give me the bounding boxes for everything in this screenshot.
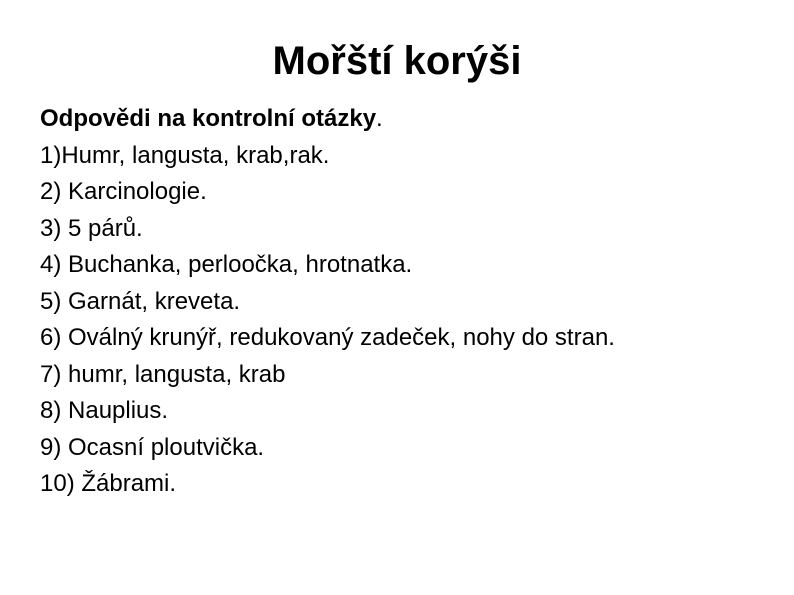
- answers-heading: [40, 101, 780, 138]
- answer-item-7: 7) humr, langusta, krab: [40, 360, 286, 388]
- answer-list: [40, 101, 780, 503]
- answer-item-10: 10) Žábrami.: [40, 470, 177, 497]
- answer-item-6: 6) Oválný krunýř, redukovaný zadeček, nohy do stran.: [40, 324, 615, 351]
- answer-item-3: 3) 5 párů.: [40, 214, 143, 242]
- answer-item-5: 5) Garnát, kreveta.: [40, 287, 241, 315]
- answers-heading-bold: Odpovědi na kontrolní otázky: [40, 105, 377, 132]
- answer-item-2: 2) Karcinologie.: [40, 178, 207, 205]
- answer-item-9: 9) Ocasní ploutvička.: [40, 433, 265, 461]
- slide-title: Mořští korýši: [272, 39, 522, 83]
- answers-heading-tail: .: [376, 105, 383, 132]
- answer-item-1: 1)Humr, langusta, krab,rak.: [40, 141, 330, 169]
- answer-item-4: 4) Buchanka, perloočka, hrotnatka.: [40, 251, 413, 278]
- answer-item-8: 8) Nauplius.: [40, 397, 169, 424]
